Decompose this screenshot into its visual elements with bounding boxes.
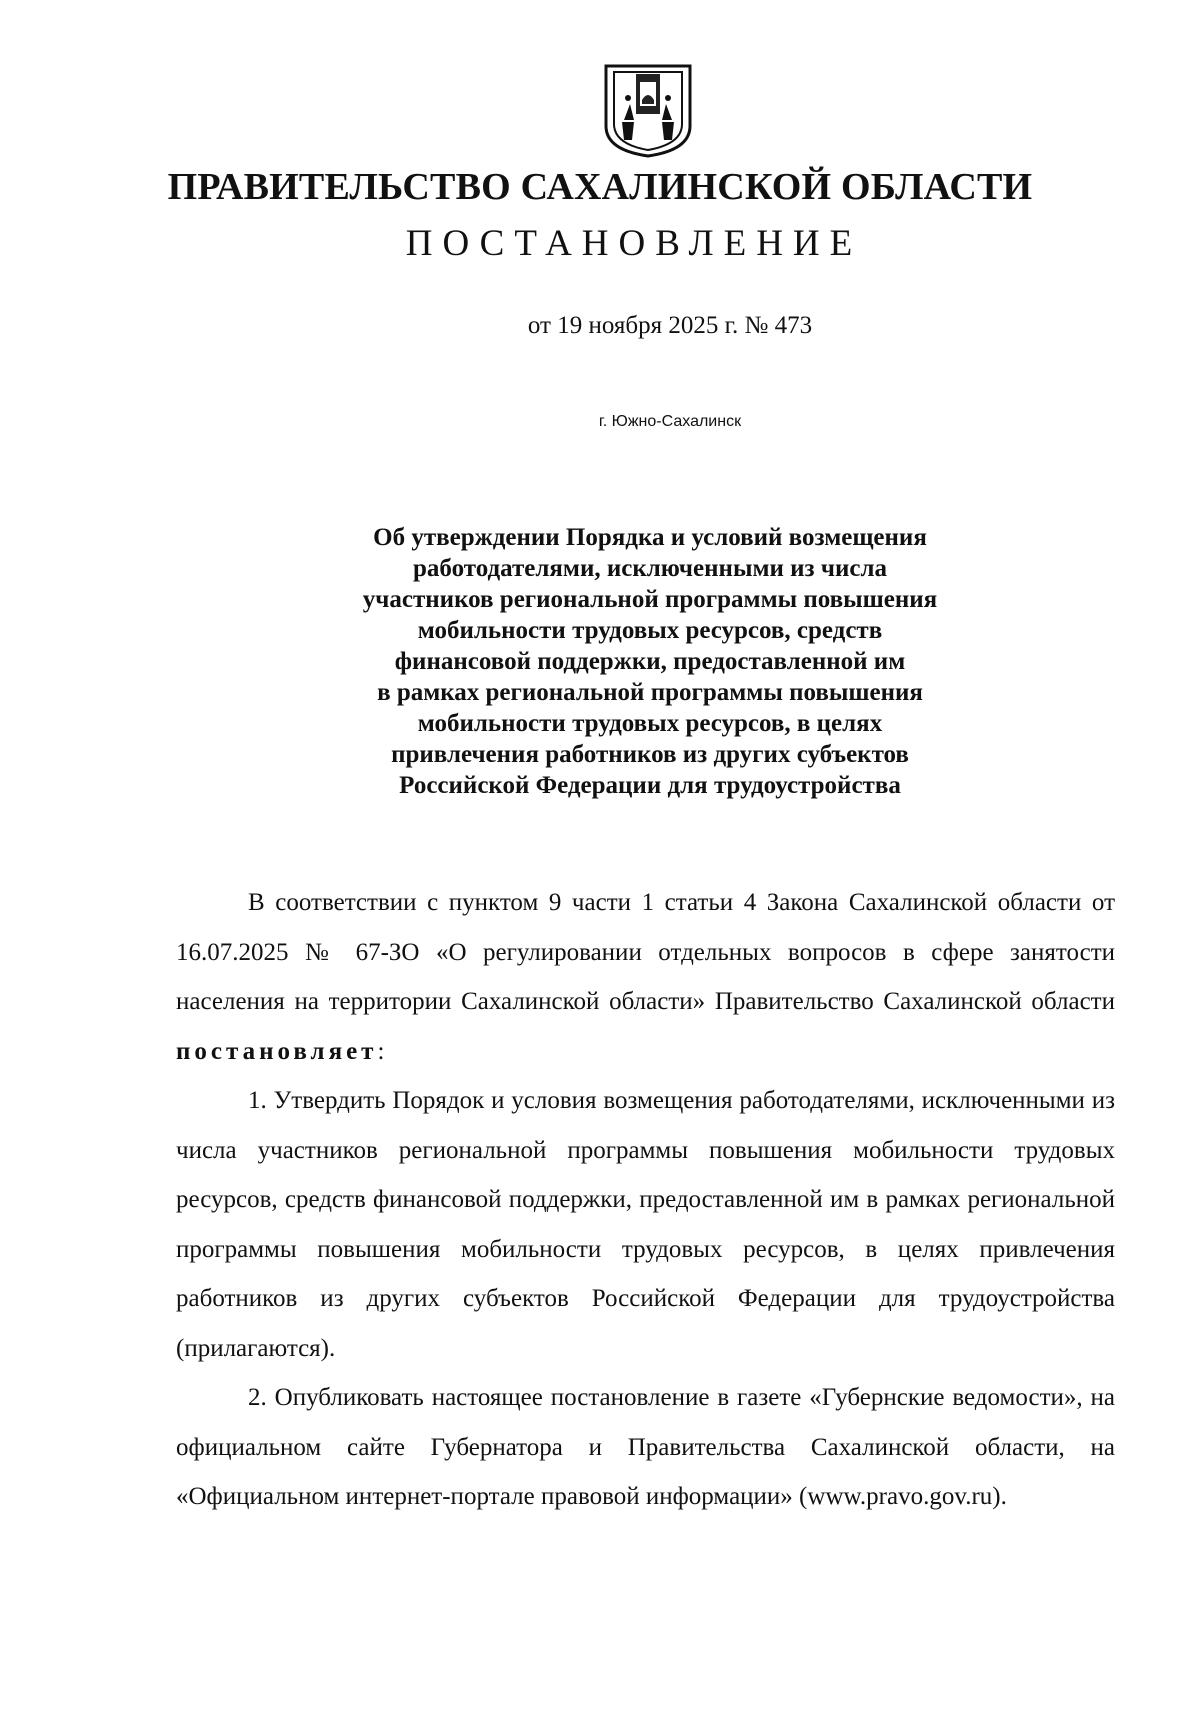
title-line: в рамках региональной программы повышения — [377, 679, 923, 706]
title-line: мобильности трудовых ресурсов, средств — [417, 617, 883, 644]
document-title — [300, 522, 1000, 801]
decree-word: постановляет — [176, 1037, 378, 1065]
preamble-text: В соответствии с пунктом 9 части 1 статьи 4 Закона Сахалинской области от 16.07.2025 № 67-ЗО «О регулировании отдельных вопросов в сфере занятости населения на территории Сахалинской области» Правительство Сахалинской области — [176, 889, 1115, 1015]
decree-colon: : — [377, 1037, 385, 1065]
organization-name: ПРАВИТЕЛЬСТВО САХАЛИНСКОЙ ОБЛАСТИ — [167, 166, 1033, 208]
document-body — [176, 878, 1115, 1522]
item-2-paragraph: 2. Опубликовать настоящее постановление в газете «Губернские ведомости», на официальном сайте Губернатора и Правительства Сахалинской области, на «Официальном интернет-портале правовой информации» (www.pravo.gov.ru). — [176, 1384, 1115, 1510]
item-1-paragraph: 1. Утвердить Порядок и условия возмещения работодателями, исключенными из числа участников региональной программы повышения мобильности трудовых ресурсов, средств финансовой поддержки, предоставленной им в рамках региональной программы повышения мобильности трудовых ресурсов, в целях привлечения работников из других субъектов Российской Федерации для трудоустройства (прилагаются). — [176, 1087, 1115, 1362]
title-line: привлечения работников из других субъектов — [391, 741, 909, 768]
coat-of-arms-icon — [600, 60, 696, 158]
preamble-paragraph — [176, 878, 1115, 1076]
title-line: мобильности трудовых ресурсов, в целях — [417, 710, 883, 737]
title-line: финансовой поддержки, предоставленной им — [394, 648, 906, 675]
title-line: Об утверждении Порядка и условий возмещения — [373, 524, 927, 551]
document-type: ПОСТАНОВЛЕНИЕ — [405, 223, 863, 264]
title-line: работодателями, исключенными из числа — [413, 555, 887, 582]
document-date-number: от 19 ноября 2025 г. № 473 — [527, 312, 813, 339]
document-city: г. Южно-Сахалинск — [598, 413, 742, 430]
title-line: участников региональной программы повышения — [362, 586, 938, 613]
title-line: Российской Федерации для трудоустройства — [399, 772, 901, 799]
